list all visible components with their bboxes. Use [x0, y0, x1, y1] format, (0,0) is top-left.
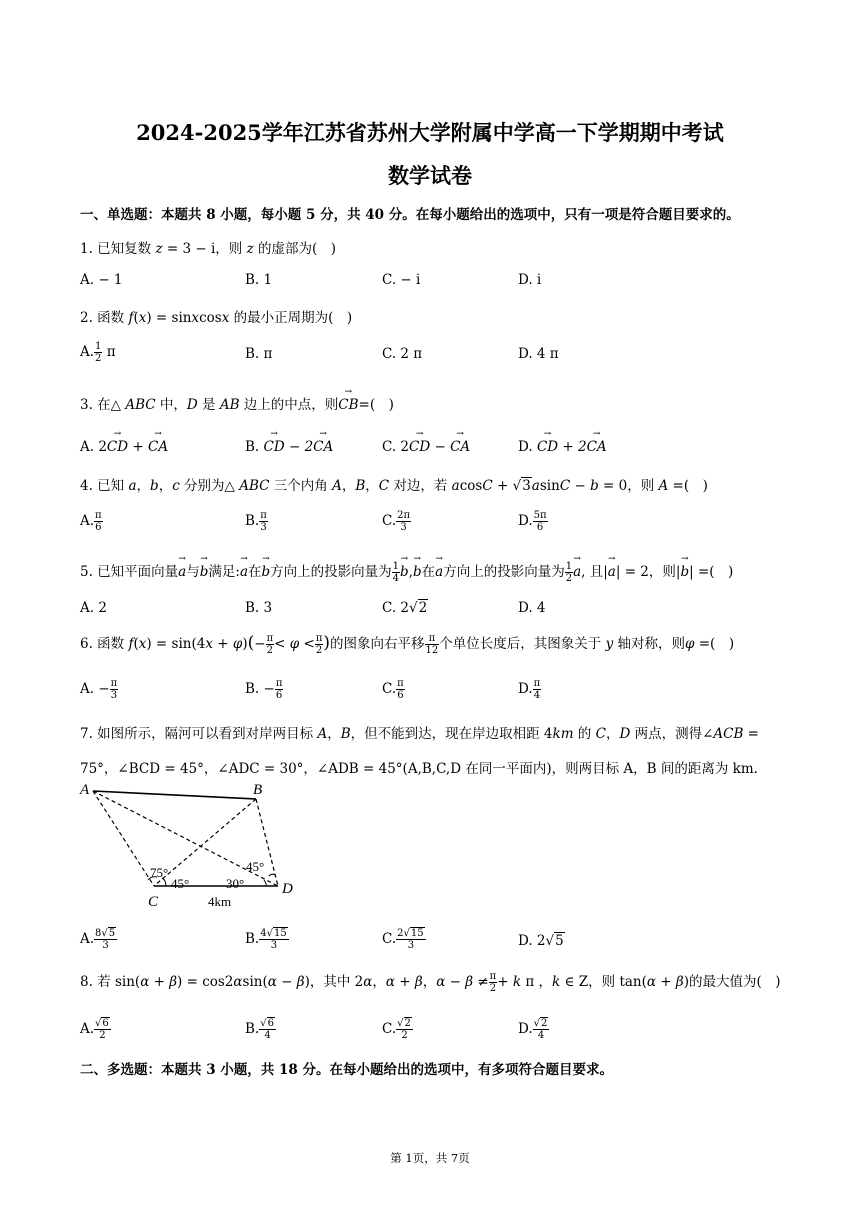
q1-text: 1. 已知复数 — [80, 241, 156, 257]
q3-option-d: D. → CD + 2→ CA — [518, 439, 607, 455]
q3-option-a: A. 2→ CD + → CA — [80, 439, 168, 455]
q2-option-a: A. $\frac{1}{2}$ π — [80, 341, 116, 364]
q6-option-d: D. $\frac{\pi}{4}$ — [518, 678, 541, 701]
q1-option-a: A. − 1 — [80, 272, 123, 288]
q4-option-b: B. $\frac{\pi}{3}$ — [245, 510, 267, 533]
question-4: 4. 已知 a，b，c 分别为△ ABC 三个内角 A，B，C 对边，若 acosC + √3asinC − b = 0，则 A =( ) — [80, 478, 708, 494]
exam-title: 2024-2025学年江苏省苏州大学附属中学高一下学期期中考试 — [136, 120, 724, 145]
q7-option-c: C. $\frac{2√15}{3}$ — [382, 928, 424, 951]
label-d: D — [282, 881, 293, 897]
q5-option-a: A. 2 — [80, 600, 107, 616]
segment-bc — [154, 799, 256, 886]
question-6: 6. 函数 f(x) = sin(4x + φ)(− $\frac{\pi}{2}$ < φ < $\frac{\pi}{2}$ )的图象向右平移 $\frac{\pi}{12}$ 个单位长度后，其图象关于 y 轴对称，则φ =( ) — [80, 633, 735, 656]
question-7-line2: 75°，∠BCD = 45°，∠ADC = 30°，∠ADB = 45°(A,B,C,D 在同一平面内)，则两目标 A，B 间的距离为 km. — [80, 761, 758, 777]
distance-label: 4km — [208, 894, 232, 909]
angle-label-75: 75° — [150, 865, 169, 880]
angle-label-45-d: 45° — [246, 859, 265, 874]
q6-option-c: C. $\frac{\pi}{6}$ — [382, 678, 404, 701]
q4-option-d: D. $\frac{5\pi}{6}$ — [518, 510, 547, 533]
q1-option-c: C. − i — [382, 272, 421, 288]
q2-option-c: C. 2 π — [382, 346, 423, 362]
angle-label-30: 30° — [226, 876, 245, 891]
q3-option-b: B. → CD − 2→ CA — [245, 439, 333, 455]
label-a: A — [80, 782, 90, 798]
exam-subtitle: 数学试卷 — [388, 163, 472, 188]
label-c: C — [148, 894, 159, 910]
angle-arc-d2 — [269, 874, 275, 876]
q5-option-d: D. 4 — [518, 600, 546, 616]
q1-option-d: D. i — [518, 272, 542, 288]
river-measurement-figure — [78, 780, 308, 915]
q2-option-b: B. π — [245, 346, 273, 362]
q3-option-c: C. 2→ CD − → CA — [382, 439, 470, 455]
question-1: 1. 已知复数 z = 3 − i，则 z 的虚部为( ) — [80, 241, 337, 257]
q4-option-c: C. $\frac{2\pi}{3}$ — [382, 510, 411, 533]
q6-option-a: A. − $\frac{\pi}{3}$ — [80, 678, 118, 701]
q5-option-b: B. 3 — [245, 600, 273, 616]
question-7: 7. 如图所示，隔河可以看到对岸两目标 A，B，但不能到达，现在岸边取相距 4km 的 C，D 两点，测得∠ACB = — [80, 726, 759, 742]
angle-arc-d — [264, 880, 266, 886]
question-2: 2. 函数 f(x) = sinxcosx 的最小正周期为( ) — [80, 310, 353, 326]
segment-ab — [93, 791, 256, 799]
q6-option-b: B. − $\frac{\pi}{6}$ — [245, 678, 283, 701]
question-8: 8. 若 sin(α + β) = cos2αsin(α − β)，其中 2α，α + β，α − β ≠ $\frac{\pi}{2}$ + k π ，k ∈ Z，则 tan(α + β)的最大值为( ) — [80, 971, 781, 994]
segment-ac — [93, 791, 154, 886]
q7-option-a: A. $\frac{8√5}{3}$ — [80, 928, 116, 951]
label-b: B — [253, 782, 263, 798]
question-3: 3. 在△ ABC 中，D 是 AB 边上的中点，则→ CB=( ) — [80, 393, 394, 413]
q5-option-c: C. 2√2 — [382, 600, 428, 616]
q8-option-b: B. $\frac{√6}{4}$ — [245, 1018, 274, 1041]
q4-option-a: A. $\frac{\pi}{6}$ — [80, 510, 102, 533]
q7-option-d: D. 2√5 — [518, 933, 564, 949]
q1-option-b: B. 1 — [245, 272, 273, 288]
question-5: 5. 已知平面向量→ a与→ b满足:→ a在→ b方向上的投影向量为 $\frac{1}{4}$ → b,→ b在→ a方向上的投影向量为 $\frac{1}{2}$ → a, 且|→ a| = 2，则|→ b| =( ) — [80, 560, 733, 584]
page-footer: 第 1页，共 7页 — [390, 1151, 470, 1165]
section-heading-multi-choice: 二、多选题：本题共 3 小题，共 18 分。在每小题给出的选项中，有多项符合题目要求。 — [80, 1062, 613, 1078]
q7-option-b: B. $\frac{4√15}{3}$ — [245, 928, 287, 951]
q8-option-a: A. $\frac{√6}{2}$ — [80, 1018, 109, 1041]
angle-label-45-c: 45° — [171, 876, 190, 891]
q8-option-c: C. $\frac{√2}{2}$ — [382, 1018, 411, 1041]
section-heading-single-choice: 一、单选题：本题共 8 小题，每小题 5 分，共 40 分。在每小题给出的选项中，只有一项是符合题目要求的。 — [80, 207, 740, 223]
q2-option-d: D. 4 π — [518, 346, 559, 362]
q8-option-d: D. $\frac{√2}{4}$ — [518, 1018, 548, 1041]
